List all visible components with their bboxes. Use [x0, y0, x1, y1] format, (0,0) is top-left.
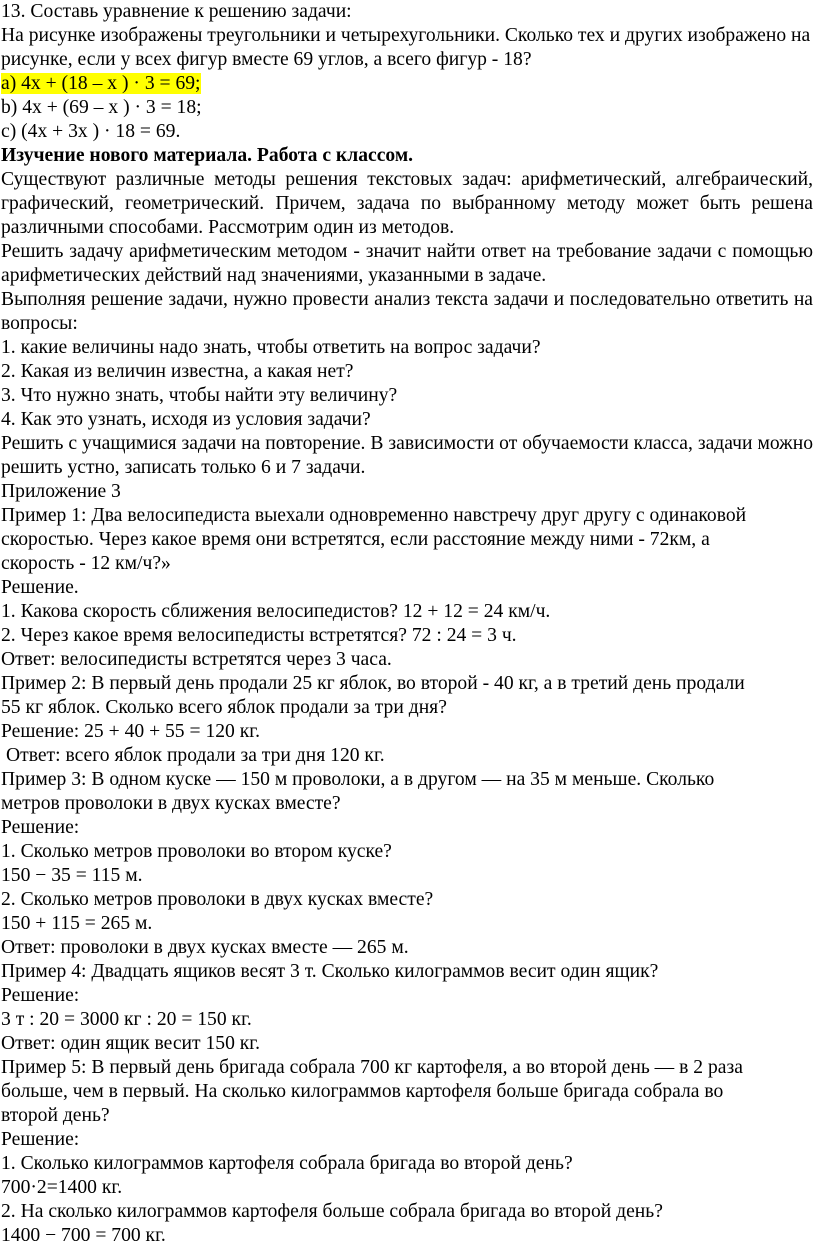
option-b: b) 4х + (69 – х ) · 3 = 18;: [1, 97, 202, 118]
example-5-step-2: 2. На сколько килограммов картофеля больше собрала бригада во второй день?: [1, 1201, 663, 1222]
example-1-line-3: скорость - 12 км/ч?»: [1, 553, 171, 574]
example-3-step-2: 2. Сколько метров проволоки в двух кусках вместе?: [1, 889, 434, 910]
example-3-step-1: 1. Сколько метров проволоки во втором куске?: [1, 841, 392, 862]
example-3-line-1: Пример 3: В одном куске — 150 м проволоки, а в другом — на 35 м меньше. Сколько: [1, 769, 715, 790]
paragraph-methods: Существуют различные методы решения текстовых задач: арифметический, алгебраический, графический, геометрический. Причем, задача по выбранному методу может быть решена различными способами. Рассмотрим один из методов.: [1, 169, 813, 238]
example-3-calc-2: 150 + 115 = 265 м.: [1, 913, 153, 934]
option-a-highlighted: а) 4х + (18 – х ) · 3 = 69;: [1, 73, 201, 94]
example-3-answer: Ответ: проволоки в двух кусках вместе — 265 м.: [1, 937, 409, 958]
example-5-step-1: 1. Сколько килограммов картофеля собрала бригада во второй день?: [1, 1153, 573, 1174]
example-2-line-2: 55 кг яблок. Сколько всего яблок продали за три дня?: [1, 697, 447, 718]
example-4-line-1: Пример 4: Двадцать ящиков весят 3 т. Сколько килограммов весит один ящик?: [1, 961, 659, 982]
example-1-line-1: Пример 1: Два велосипедиста выехали одновременно навстречу друг другу с одинаковой: [1, 505, 747, 526]
example-2-answer: Ответ: всего яблок продали за три дня 120 кг.: [6, 745, 385, 766]
example-4-answer: Ответ: один ящик весит 150 кг.: [1, 1033, 261, 1054]
example-2-line-1: Пример 2: В первый день продали 25 кг яблок, во второй - 40 кг, а в третий день продали: [1, 673, 745, 694]
example-5-calc-2: 1400 − 700 = 700 кг.: [1, 1225, 166, 1246]
example-1-step-1: 1. Какова скорость сближения велосипедистов? 12 + 12 = 24 км/ч.: [1, 601, 551, 622]
question-2: 2. Какая из величин известна, а какая нет?: [1, 361, 354, 382]
paragraph-arithmetic-method: Решить задачу арифметическим методом - значит найти ответ на требование задачи с помощью арифметических действий над значениями, указанными в задаче.: [1, 241, 813, 286]
example-5-line-1: Пример 5: В первый день бригада собрала 700 кг картофеля, а во второй день — в 2 раза: [1, 1057, 743, 1078]
question-3: 3. Что нужно знать, чтобы найти эту величину?: [1, 385, 398, 406]
example-5-calc-1: 700·2=1400 кг.: [1, 1177, 123, 1198]
example-5-line-2: больше, чем в первый. На сколько килограммов картофеля больше бригада собрала во: [1, 1081, 724, 1102]
question-4: 4. Как это узнать, исходя из условия задачи?: [1, 409, 371, 430]
example-1-step-2: 2. Через какое время велосипедисты встретятся? 72 : 24 = 3 ч.: [1, 625, 517, 646]
example-3-solution-label: Решение:: [1, 817, 80, 838]
option-c: с) (4х + 3х ) · 18 = 69.: [1, 121, 181, 142]
task-title: 13. Составь уравнение к решению задачи:: [1, 1, 352, 22]
example-1-line-2: скоростью. Через какое время они встретятся, если расстояние между ними - 72км, а: [1, 529, 710, 550]
example-2-solution: Решение: 25 + 40 + 55 = 120 кг.: [1, 721, 260, 742]
example-1-solution-label: Решение.: [1, 577, 79, 598]
paragraph-analysis: Выполняя решение задачи, нужно провести анализ текста задачи и последовательно ответить на вопросы:: [1, 289, 813, 334]
question-1: 1. какие величины надо знать, чтобы ответить на вопрос задачи?: [1, 337, 541, 358]
task-problem: На рисунке изображены треугольники и четырехугольники. Сколько тех и других изображено на рисунке, если у всех фигур вместе 69 углов, а всего фигур - 18?: [1, 25, 811, 70]
example-3-calc-1: 150 − 35 = 115 м.: [1, 865, 143, 886]
section-heading: Изучение нового материала. Работа с классом.: [1, 145, 414, 166]
example-1-answer: Ответ: велосипедисты встретятся через 3 часа.: [1, 649, 392, 670]
example-5-line-3: второй день?: [1, 1105, 110, 1126]
paragraph-review-tasks: Решить с учащимися задачи на повторение. В зависимости от обучаемости класса, задачи можно решить устно, записать только 6 и 7 задачи.: [1, 433, 813, 478]
example-5-solution-label: Решение:: [1, 1129, 80, 1150]
example-3-line-2: метров проволоки в двух кусках вместе?: [1, 793, 341, 814]
appendix-title: Приложение 3: [1, 481, 121, 502]
example-4-solution-label: Решение:: [1, 985, 80, 1006]
example-4-calc: 3 т : 20 = 3000 кг : 20 = 150 кг.: [1, 1009, 252, 1030]
